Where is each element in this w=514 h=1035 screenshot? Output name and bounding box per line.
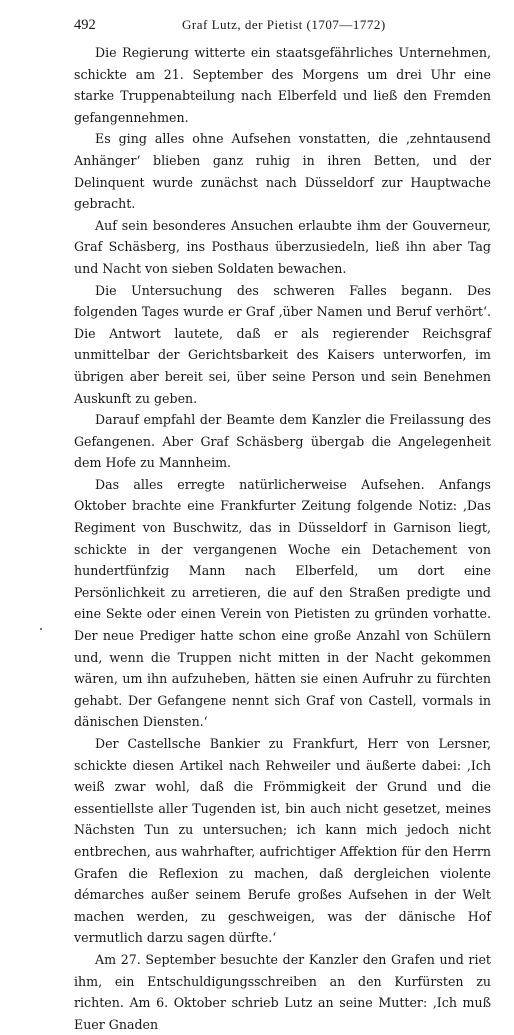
body-text [74, 42, 491, 1035]
page-number: 492 [74, 17, 96, 33]
book-page [74, 14, 491, 1035]
paragraph: Auf sein besonderes Ansuchen erlaubte ihm der Gouverneur, Graf Schäsberg, ins Posthaus überzusiedeln, ließ ihn aber Tag und Nacht von sieben Soldaten bewachen. [74, 217, 491, 276]
paragraph: Am 27. September besuchte der Kanzler den Grafen und riet ihm, ein Entschuldigungsschreiben an den Kurfürsten zu richten. Am 6. Oktober schrieb Lutz an seine Mutter: ‚Ich muß Euer Gnaden [74, 951, 491, 1032]
paragraph: Es ging alles ohne Aufsehen vonstatten, die ‚zehntausend Anhänger‘ blieben ganz ruhig in ihren Betten, und der Delinquent wurde zunächst nach Düsseldorf zur Hauptwache gebracht. [74, 131, 491, 212]
paragraph: Die Untersuchung des schweren Falles begann. Des folgenden Tages wurde er Graf ‚über Namen und Beruf verhört‘. Die Antwort lautete, daß er als regierender Reichsgraf unmittelbar der Gerichtsbarkeit des Kaisers unterworfen, im übrigen aber bereit sei, über seine Person und sein Benehmen Auskunft zu geben. [74, 282, 491, 406]
scan-speck [40, 628, 42, 630]
paragraph: Der Castellsche Bankier zu Frankfurt, Herr von Lersner, schickte diesen Artikel nach Rehweiler und äußerte dabei: ‚Ich weiß zwar wohl, daß die Frömmigkeit der Grund und die essentiellste aller Tugenden ist, bin auch nicht gesetzet, meines Nächsten Tun zu untersuchen; ich kann mich jedoch nicht entbrechen, aus wahrhafter, aufrichtiger Affektion für den Herrn Grafen die Reflexion zu machen, daß dergleichen violente démarches außer seinem Berufe großes Aufsehen in der Welt machen werden, zu geschweigen, was der dänische Hof vermutlich darzu sagen dürfte.‘ [74, 736, 491, 946]
page-header [74, 14, 491, 36]
paragraph: Darauf empfahl der Beamte dem Kanzler die Freilassung des Gefangenen. Aber Graf Schäsberg übergab die Angelegenheit dem Hofe zu Mannheim. [74, 412, 491, 471]
paragraph: Das alles erregte natürlicherweise Aufsehen. Anfangs Oktober brachte eine Frankfurter Zeitung folgende Notiz: ‚Das Regiment von Buschwitz, das in Düsseldorf in Garnison liegt, schickte in der vergangenen Woche ein Detachement von hundertfünfzig Mann nach Elberfeld, um dort eine Persönlichkeit zu arretieren, die auf den Straßen predigte und eine Sekte oder einen Verein von Pietisten zu gründen vorhatte. Der neue Prediger hatte schon eine große Anzahl von Schülern und, wenn die Truppen nicht mitten in der Nacht gekommen wären, um ihn aufzuheben, hätten sie einen Aufruhr zu fürchten gehabt. Der Gefangene nennt sich Graf von Castell, vormals in dänischen Diensten.‘ [74, 476, 491, 730]
paragraph: Die Regierung witterte ein staatsgefährliches Unternehmen, schickte am 21. September des Morgens um drei Uhr eine starke Truppenabteilung nach Elberfeld und ließ den Fremden gefangennehmen. [74, 45, 491, 125]
running-head: Graf Lutz, der Pietist (1707—1772) [182, 17, 386, 32]
